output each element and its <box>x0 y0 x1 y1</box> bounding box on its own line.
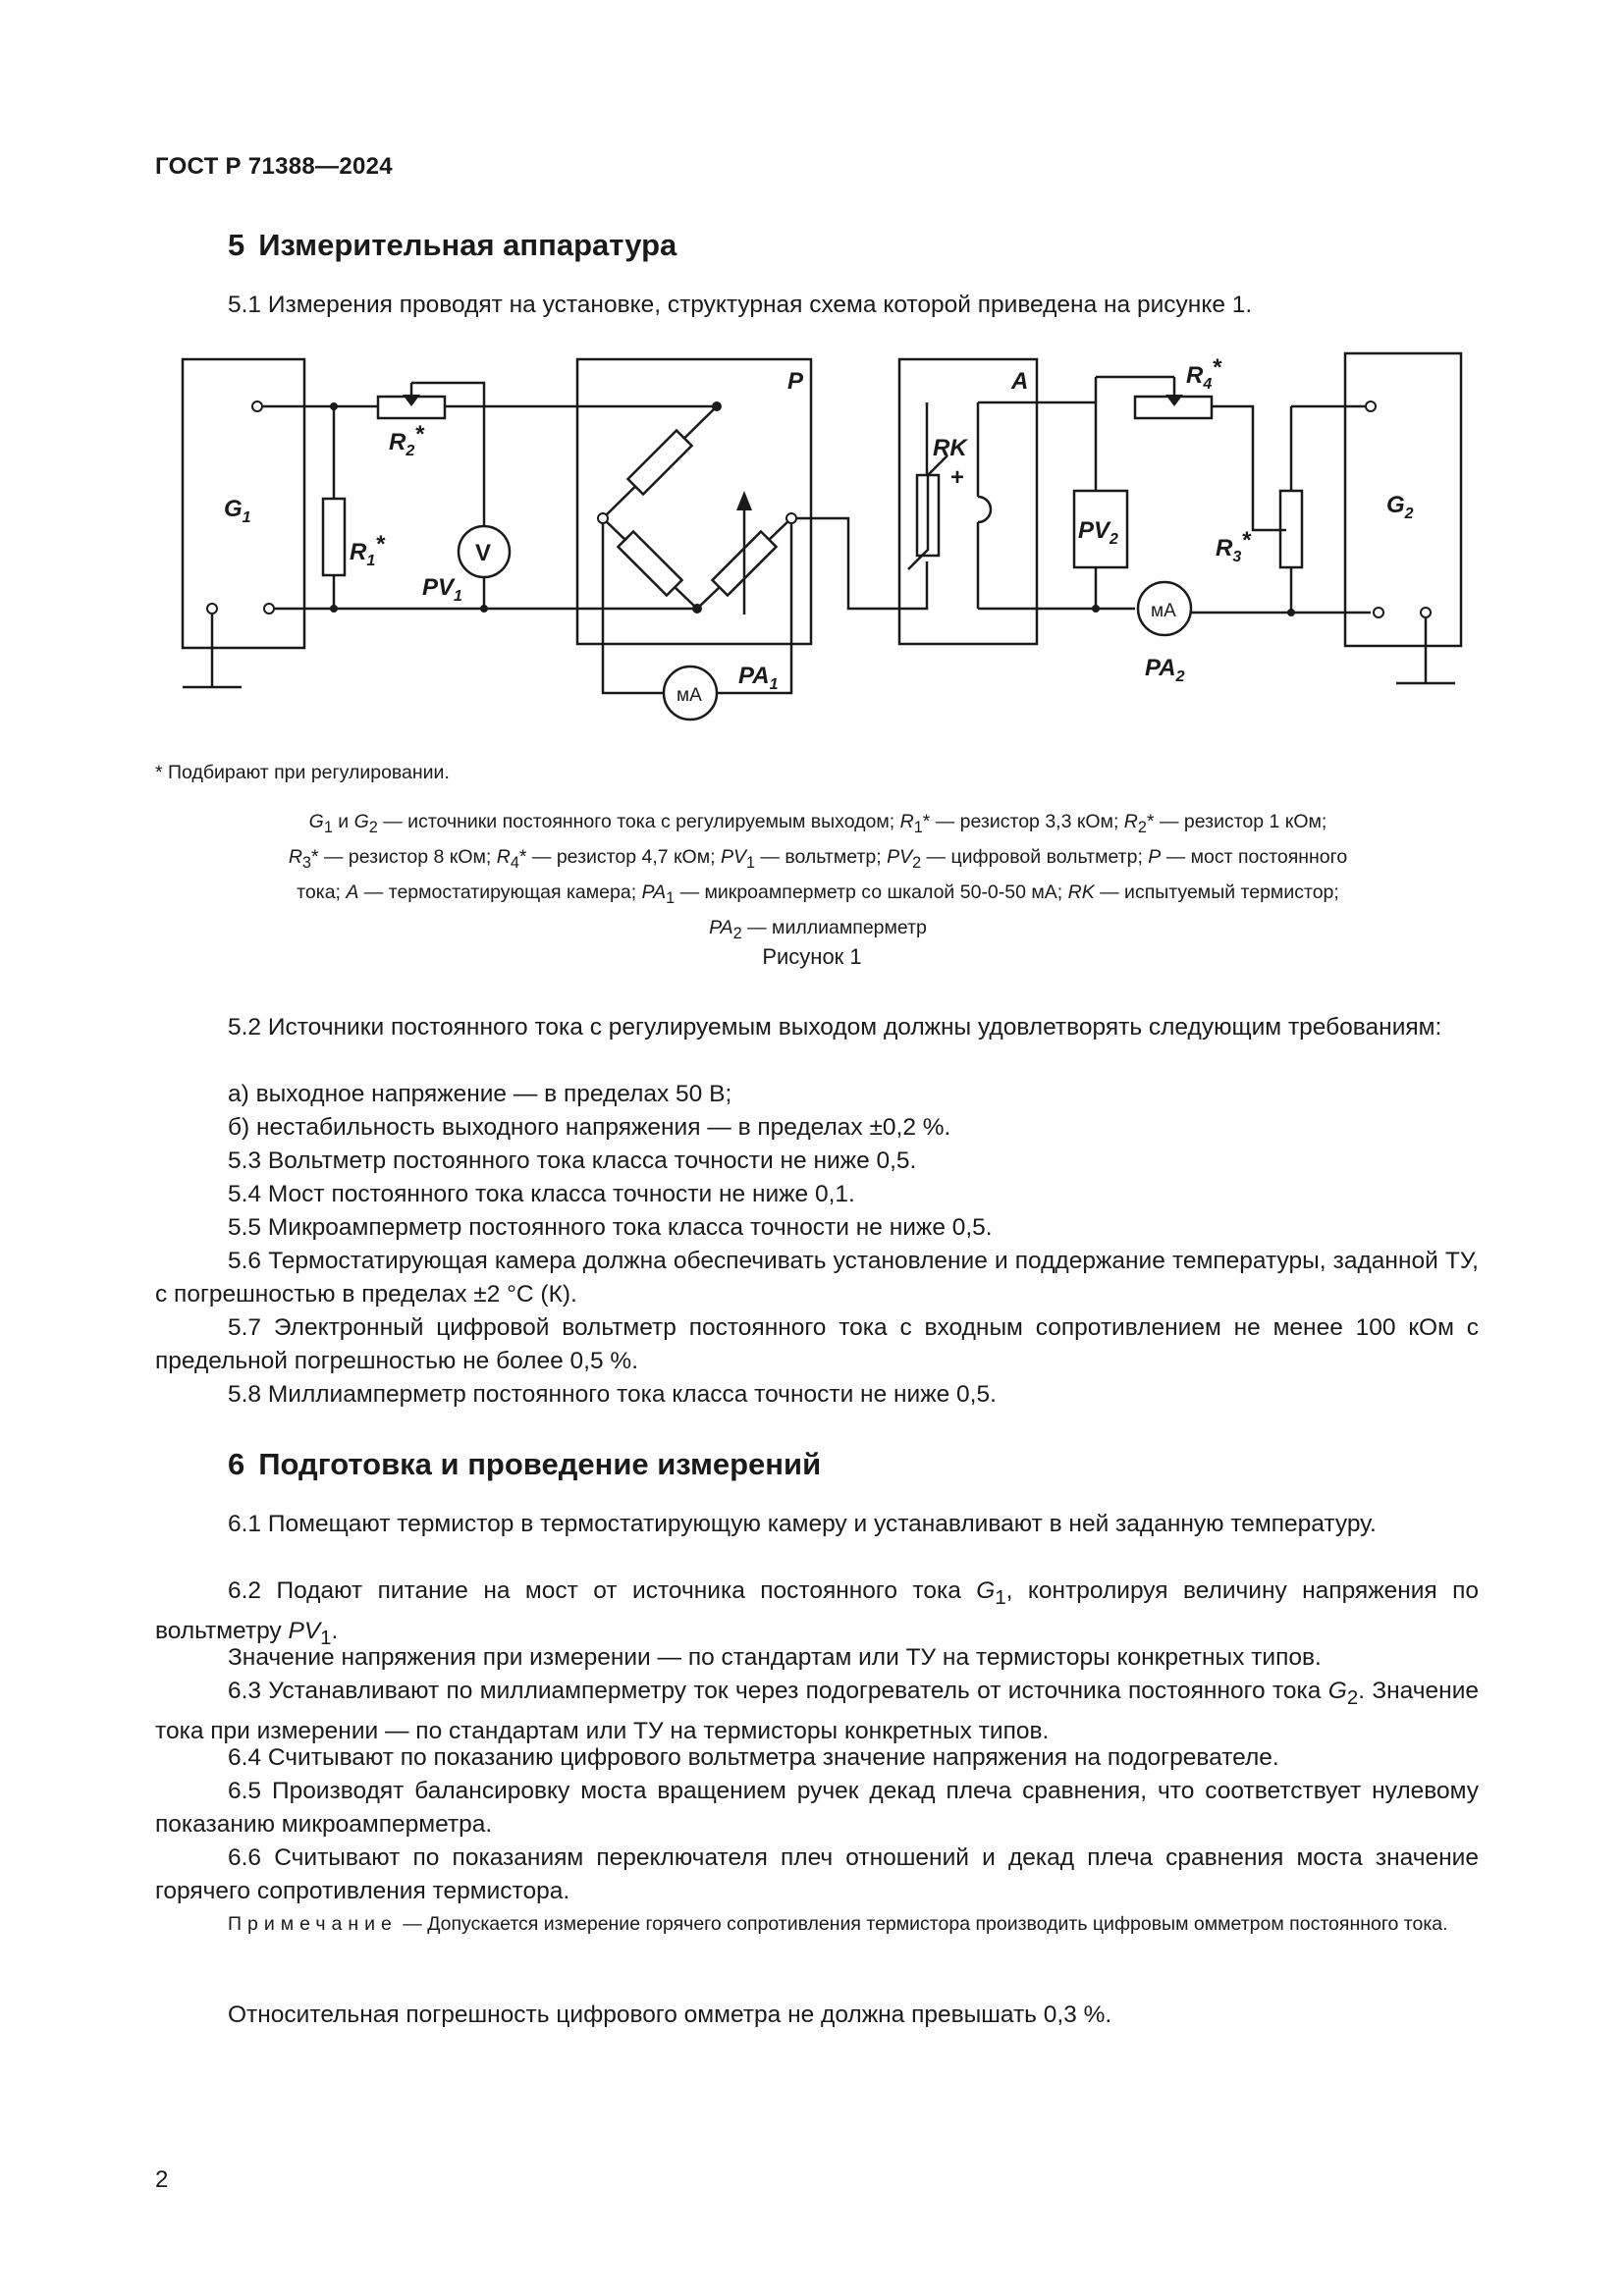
paragraph-6-2: 6.2 Подают питание на мост от источника постоянного тока $G_1$, контролируя величину напряжения по вольтметру $PV_1$. <box>155 1577 1480 1649</box>
bridge-node-bottom <box>692 604 702 614</box>
section-5-title: Измерительная аппаратура <box>258 228 677 262</box>
paragraph-6-2-value: Значение напряжения при измерении — по стандартам или ТУ на термисторы конкретных типов. <box>228 1644 1322 1671</box>
label-pa1: $PA_1$ <box>738 663 779 693</box>
junction-pv2-bottom <box>1092 605 1100 613</box>
label-plus: + <box>950 464 965 491</box>
section-6-number: 6 <box>228 1447 245 1481</box>
g2-terminal-ground <box>1421 608 1431 617</box>
caption-line-2: $R_3*$ — резистор 8 кОм; $R_4*$ — резистор 4,7 кОм; $PV_1$ — вольтметр; $PV_2$ — цифровой вольтметр; P — мост постоянного <box>288 845 1348 872</box>
document-header: ГОСТ Р 71388—2024 <box>155 153 393 180</box>
label-rk: RK <box>933 435 967 461</box>
paragraph-6-6: 6.6 Считывают по показаниям переключателя плеч отношений и декад плеча сравнения моста значение горячего сопротивления термистора. <box>155 1844 1479 1904</box>
label-g1: $G_1$ <box>224 496 251 526</box>
g1-terminal-ground <box>207 604 217 614</box>
label-r3: $R_3*$ <box>1216 527 1251 565</box>
label-ma1: мА <box>677 685 702 706</box>
paragraph-5-3: 5.3 Вольтметр постоянного тока класса точности не ниже 0,5. <box>228 1148 917 1174</box>
label-r2: $R_2*$ <box>389 421 424 459</box>
g2-terminal-bottom <box>1374 608 1383 617</box>
label-a: A <box>1011 368 1029 395</box>
section-5-heading <box>228 228 677 263</box>
g2-terminal-top <box>1366 401 1376 411</box>
paragraph-5-5: 5.5 Микроамперметр постоянного тока класса точности не ниже 0,5. <box>228 1214 993 1241</box>
circuit-diagram <box>147 334 1512 746</box>
bridge-node-right <box>786 513 796 523</box>
bridge-variable-arrowhead <box>736 491 752 510</box>
label-pa2: $PA_2$ <box>1145 655 1185 685</box>
label-r1: $R_1*$ <box>350 531 385 569</box>
label-v: V <box>475 540 492 566</box>
r2-wiper-wire <box>411 383 484 527</box>
r4-wiper-arrow <box>1165 395 1183 406</box>
section-6-heading <box>228 1447 821 1482</box>
figure-title: Рисунок 1 <box>762 944 862 969</box>
junction-pv1-bottom <box>480 605 488 613</box>
wire-r4-to-r3 <box>1212 406 1286 530</box>
caption-line-1: $G_1$ и $G_2$ — источники постоянного тока с регулируемым выходом; $R_1*$ — резистор 3,3 кОм; $R_2*$ — резистор 1 кОм; <box>308 811 1327 836</box>
paragraph-final: Относительная погрешность цифрового омметра не должна превышать 0,3 %. <box>228 2002 1112 2028</box>
paragraph-5-8: 5.8 Миллиамперметр постоянного тока класса точности не ниже 0,5. <box>228 1381 997 1408</box>
junction-r3-bottom <box>1287 609 1295 616</box>
bridge-resistor-1 <box>627 430 691 494</box>
r2-wiper-arrow <box>403 395 420 406</box>
page-number: 2 <box>155 2166 169 2193</box>
paragraph-5-1: 5.1 Измерения проводят на установке, структурная схема которой приведена на рисунке 1. <box>228 292 1253 318</box>
label-pv2: $PV_2$ <box>1078 517 1118 548</box>
junction-r1-bottom <box>330 605 338 613</box>
r1-resistor <box>323 499 345 575</box>
g1-source-box <box>183 359 304 648</box>
label-ma2: мА <box>1151 601 1176 621</box>
paragraph-6-4: 6.4 Считывают по показанию цифрового вольтметра значение напряжения на подогревателе. <box>228 1744 1279 1771</box>
paragraph-5-4: 5.4 Мост постоянного тока класса точности не ниже 0,1. <box>228 1181 855 1207</box>
label-pv1: $PV_1$ <box>422 574 462 605</box>
g1-terminal-top <box>252 401 262 411</box>
paragraph-6-3: 6.3 Устанавливают по миллиамперметру ток через подогреватель от источника постоянного тока $G_2$. Значение тока при измерении — по стандартам или ТУ на термисторы конкретных типов. <box>155 1678 1479 1744</box>
section-6-title: Подготовка и проведение измерений <box>258 1447 822 1481</box>
caption-line-4: $PA_2$ — миллиамперметр <box>709 916 927 942</box>
paragraph-5-2-a: а) выходное напряжение — в пределах 50 В; <box>228 1081 732 1107</box>
note-label: Примечание <box>228 1913 398 1935</box>
note-block <box>155 1910 1479 1939</box>
figure-caption <box>206 807 1430 948</box>
junction-r1-top <box>330 402 338 410</box>
paragraph-6-5: 6.5 Производят балансировку моста вращением ручек декад плеча сравнения, что соответствует нулевому показанию микроамперметра. <box>155 1778 1479 1838</box>
paragraph-5-2-b: б) нестабильность выходного напряжения — в пределах ±0,2 %. <box>228 1114 951 1141</box>
bridge-node-top <box>712 401 722 411</box>
figure-footnote: * Подбирают при регулировании. <box>155 762 450 783</box>
section-5-number: 5 <box>228 228 245 262</box>
caption-line-3: тока; A — термостатирующая камера; $PA_1$ — микроамперметр со шкалой 50-0-50 мА; RK — испытуемый термистор; <box>297 881 1339 907</box>
label-p: P <box>787 368 804 395</box>
g1-terminal-bottom <box>264 604 274 614</box>
paragraph-5-2: 5.2 Источники постоянного тока с регулируемым выходом должны удовлетворять следующим требованиям: <box>228 1014 1442 1041</box>
bridge-node-left <box>598 513 608 523</box>
label-r4: $R_4*$ <box>1186 354 1221 393</box>
heater-element <box>978 497 991 522</box>
paragraph-6-1: 6.1 Помещают термистор в термостатирующую камеру и устанавливают в ней заданную температуру. <box>228 1511 1377 1537</box>
paragraph-5-7: 5.7 Электронный цифровой вольтметр постоянного тока с входным сопротивлением не менее 100 кОм с предельной погрешностью не более 0,5 %. <box>155 1314 1479 1374</box>
label-g2: $G_2$ <box>1386 492 1414 522</box>
bridge-p-box <box>577 359 811 644</box>
bridge-resistor-2 <box>618 531 681 595</box>
note-text: — Допускается измерение горячего сопротивления термистора производить цифровым омметром постоянного тока. <box>397 1913 1448 1935</box>
paragraph-5-6: 5.6 Термостатирующая камера должна обеспечивать установление и поддержание температуры, заданной ТУ, с погрешностью в пределах ±2 °С (К). <box>155 1248 1479 1308</box>
